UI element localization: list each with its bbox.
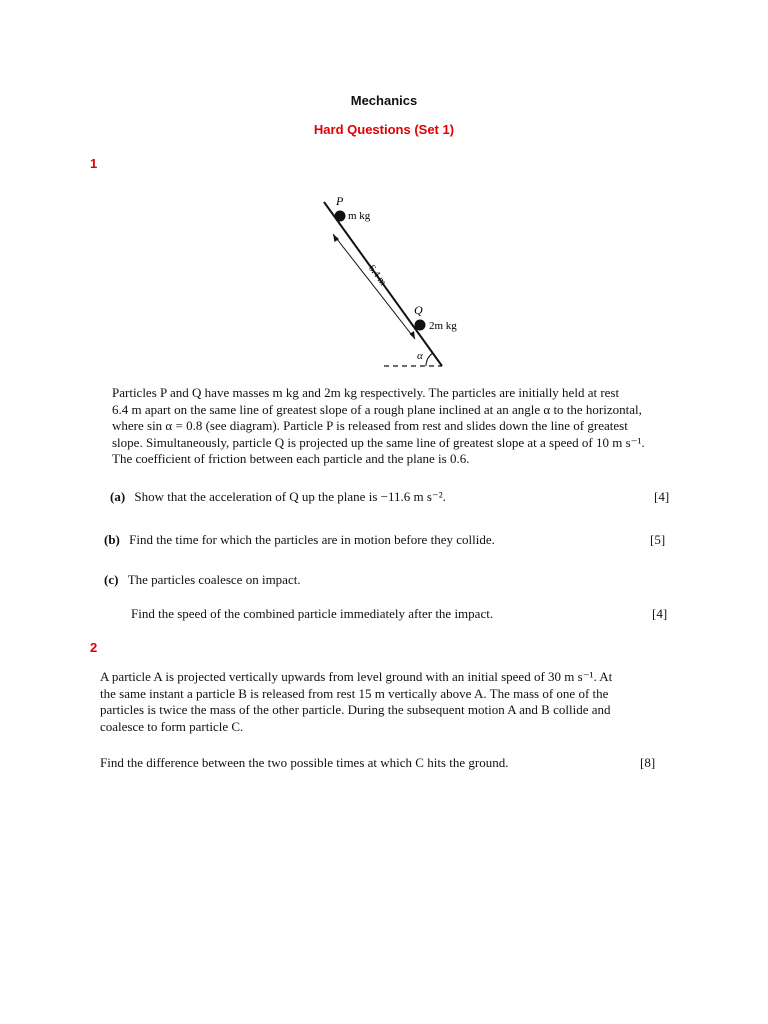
q1-line-3: where sin α = 0.8 (see diagram). Particle P is released from rest and slides down the line of greatest [112,418,628,433]
angle-label: α [417,350,423,362]
part-c-label: (c) [104,572,119,587]
distance-label: 6.4 m [365,263,389,288]
q2-line-4: coalesce to form particle C. [100,718,244,734]
part-a-marks: [4] [654,489,670,504]
part-b-text: Find the time for which the particles are in motion before they collide. [129,532,495,547]
distance-arrow [333,234,415,339]
part-c [104,572,301,588]
part-b-marks: [5] [650,532,666,547]
mass-q-label: 2m kg [429,320,457,332]
question-2-number: 2 [90,640,98,655]
mass-p-label: m kg [348,210,371,222]
distance-arrow-head-bottom [410,331,416,339]
question-2-text [100,669,660,735]
question-1-text [112,385,674,468]
label-p: P [336,194,344,208]
page-subtitle: Hard Questions (Set 1) [313,122,455,137]
part-c-marks: [4] [652,606,668,621]
part-b [104,532,495,548]
particle-q [415,320,426,331]
part-a-label: (a) [110,489,126,504]
part-c-subtext: Find the speed of the combined particle immediately after the impact. [131,606,494,621]
q1-line-1: Particles P and Q have masses m kg and 2m kg respectively. The particles are initially held at rest [112,385,620,400]
q1-line-5: The coefficient of friction between each particle and the plane is 0.6. [112,451,470,466]
question-2-task: Find the difference between the two possible times at which C hits the ground. [100,755,509,770]
page-title: Mechanics [350,93,418,108]
part-c-text: The particles coalesce on impact. [127,572,301,587]
part-a [110,489,446,505]
question-2-marks: [8] [640,755,656,770]
label-q: Q [414,303,423,317]
q2-line-2: the same instant a particle B is released from rest 15 m vertically above A. The mass of one of the [100,685,609,701]
angle-arc [426,353,433,366]
q1-line-2: 6.4 m apart on the same line of greatest slope of a rough plane inclined at an angle α to the horizontal, [112,401,642,417]
part-a-text: Show that the acceleration of Q up the plane is −11.6 m s⁻². [134,489,446,504]
q2-line-3: particles is twice the mass of the other particle. During the subsequent motion A and B collide and [100,702,611,717]
part-b-label: (b) [104,532,120,547]
q2-line-1: A particle A is projected vertically upwards from level ground with an initial speed of 30 m s⁻¹. At [100,669,613,684]
particle-p [335,211,346,222]
inclined-plane-diagram [300,188,470,388]
question-1-number: 1 [90,156,98,171]
q1-line-4: slope. Simultaneously, particle Q is projected up the same line of greatest slope at a speed of 10 m s⁻¹. [112,434,645,450]
